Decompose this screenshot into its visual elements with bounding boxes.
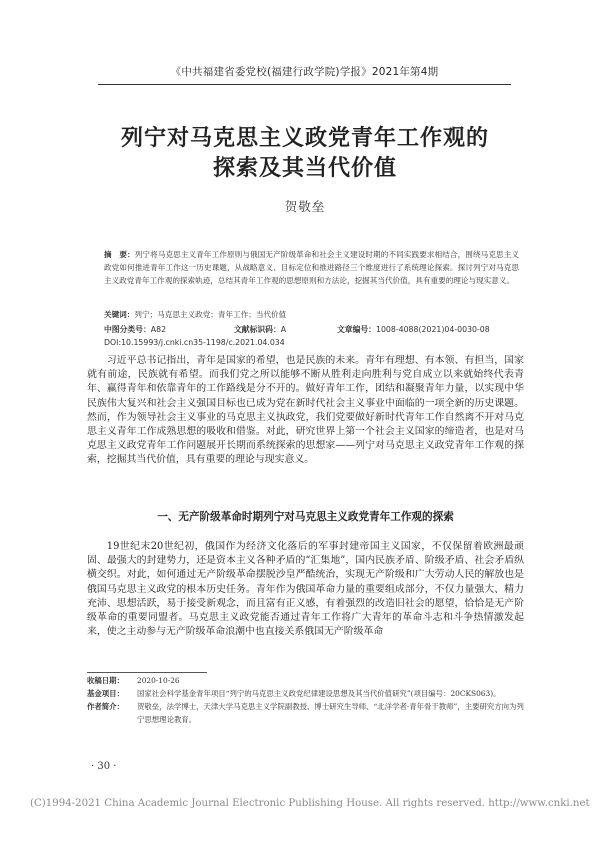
- article-title: [60, 124, 550, 184]
- abstract: [104, 248, 519, 287]
- footnote-rule: [87, 672, 207, 673]
- footnote-author: [87, 700, 524, 726]
- title-line-1: 列宁对马克思主义政党青年工作观的: [120, 126, 489, 151]
- received-label: 收稿日期：: [87, 676, 124, 685]
- abstract-label: 摘 要：: [104, 250, 135, 259]
- title-line-2: 探索及其当代价值: [212, 156, 397, 181]
- clc-number: [104, 324, 166, 335]
- doi: DOI:10.15993/j.cnki.cn35-1198/c.2021.04.034: [104, 338, 285, 347]
- received-value: 2020-10-26: [137, 676, 180, 685]
- keywords: [104, 309, 519, 320]
- header-rule: [98, 84, 511, 85]
- author-bio-label: 作者简介：: [87, 702, 124, 711]
- keywords-label: 关键词：: [104, 310, 135, 319]
- intro-paragraph: 习近平总书记指出，青年是国家的希望，也是民族的未来。青年有理想、有本领、有担当，国家就有前途，民族就有希望。而我们党之所以能够不断从胜利走向胜利与党自成立以来就始终代表青年、赢得青年和依靠青年的工作路线是分不开的。做好青年工作，团结和凝聚青年力量，以实现中华民族伟大复兴和社会主义强国目标也已成为党在新时代社会主义事业中面临的一项全新的历史课题。然而，作为领导社会主义事业的马克思主义执政党，我们党要做好新时代青年工作自然离不开对马克思主义青年工作成熟思想的吸收和借鉴。对此，研究世界上第一个社会主义国家的缔造者，也是对马克思主义政党青年工作问题展开长期而系统探索的思想家——列宁对马克思主义政党青年工作观的探索，挖掘其当代价值，具有重要的理论与现实意义。: [87, 355, 524, 466]
- page-number: · 30 ·: [91, 761, 117, 772]
- doc-value: A: [280, 325, 287, 334]
- article-number: [337, 324, 490, 335]
- document-code: [234, 324, 286, 335]
- footnote-fund: [87, 687, 524, 700]
- fund-value: 国家社会科学基金青年项目“列宁的马克思主义政党纪律建设思想及其当代价值研究”(项目编号：20CKS063)。: [137, 689, 501, 698]
- clc-label: 中图分类号：: [104, 325, 151, 334]
- abstract-text: 列宁将马克思主义青年工作原则与俄国无产阶级革命和社会主义建设时期的不同实践要求相结合，围绕马克思主义政党如何推进青年工作这一历史课题，从战略意义、目标定位和推进路径三个维度进行了系统理论探索。探讨列宁对马克思主义政党青年工作观的探索轨迹，总结其青年工作观的思想原则和方法论，挖掘其当代价值，具有重要的理论与现实意义。: [104, 250, 519, 285]
- footnotes: [87, 674, 524, 726]
- footnote-received: [87, 674, 524, 687]
- article-value: 1008-4088(2021)04-0030-08: [375, 325, 490, 334]
- author-bio-value: 贺敬垒，法学博士，天津大学马克思主义学院副教授、博士研究生导师、“北洋学者·青年骨干教师”，主要研究方向为列宁思想理论教育。: [137, 702, 524, 724]
- clc-value: A82: [150, 325, 167, 334]
- author-name: 贺敬垒: [284, 199, 326, 214]
- journal-header: 《中共福建省委党校(福建行政学院)学报》2021年第4期: [170, 66, 439, 78]
- section-paragraph: 19世纪末20世纪初，俄国作为经济文化落后的军事封建帝国主义国家，不仅保留着欧洲最顽固、最强大的封建势力，还是资本主义各种矛盾的“汇集地”，国内民族矛盾、阶级矛盾、社会矛盾纵横交织。对此，如何通过无产阶级革命摆脱沙皇严酷统治，实现无产阶级和广大劳动人民的解放也是俄国马克思主义政党的根本历史任务。青年作为俄国革命力量的重要组成部分，不仅力量强大、精力充沛、思想活跃，易于接受新观念，而且富有正义感，有着强烈的改造旧社会的愿望，恰恰是无产阶级革命的重要同盟者。马克思主义政党能否通过青年工作将广大青年的革命斗志和斗争热情激发起来，使之主动参与无产阶级革命浪潮中也直接关系俄国无产阶级革命: [87, 541, 524, 638]
- keywords-text: 列宁；马克思主义政党；青年工作；当代价值: [134, 310, 287, 319]
- fund-label: 基金项目：: [87, 689, 124, 698]
- copyright-notice: (C)1994-2021 China Academic Journal Electronic Publishing House. All rights reserved. http://www.cnki.net: [30, 798, 590, 809]
- doc-label: 文献标识码：: [234, 325, 281, 334]
- classification-row: [104, 324, 524, 337]
- article-label: 文章编号：: [337, 325, 376, 334]
- section-heading: 一、无产阶级革命时期列宁对马克思主义政党青年工作观的探索: [157, 511, 454, 523]
